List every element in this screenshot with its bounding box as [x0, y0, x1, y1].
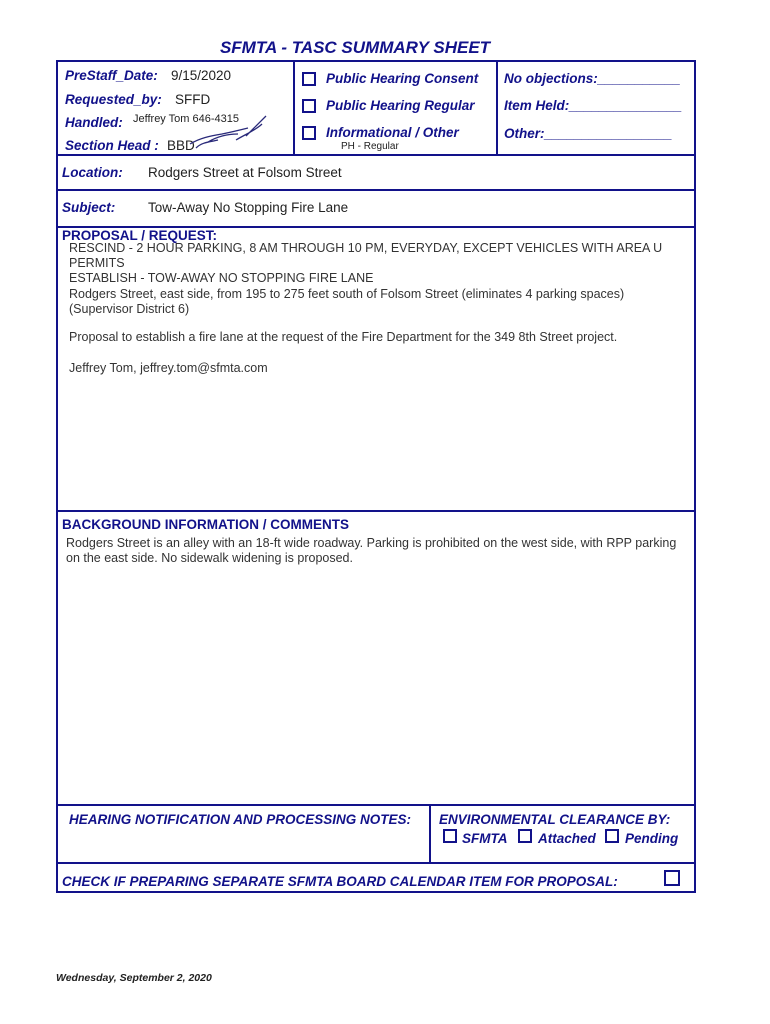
proposal-line: Rodgers Street, east side, from 195 to 275 feet south of Folsom Street (eliminates 4 parking spaces) — [69, 287, 625, 301]
divider — [56, 154, 696, 156]
background-text: Rodgers Street is an alley with an 18-ft wide roadway. Parking is prohibited on the west side, with RPP parking — [66, 536, 677, 550]
env-sfmta-label: SFMTA — [462, 831, 508, 846]
proposal-line: PERMITS — [69, 256, 125, 270]
consent-checkbox[interactable] — [302, 72, 316, 86]
subject-value: Tow-Away No Stopping Fire Lane — [148, 200, 349, 215]
subject-label: Subject: — [62, 200, 116, 215]
informational-label: Informational / Other — [326, 125, 459, 140]
informational-checkbox[interactable] — [302, 126, 316, 140]
env-attached-label: Attached — [538, 831, 596, 846]
hearing-notes-label: HEARING NOTIFICATION AND PROCESSING NOTES: — [69, 812, 412, 827]
proposal-line: ESTABLISH - TOW-AWAY NO STOPPING FIRE LANE — [69, 271, 374, 285]
location-label: Location: — [62, 165, 123, 180]
proposal-heading: PROPOSAL / REQUEST: — [62, 228, 218, 243]
prestaff-date-label: PreStaff_Date: — [65, 68, 158, 83]
consent-label: Public Hearing Consent — [326, 71, 479, 86]
proposal-line: RESCIND - 2 HOUR PARKING, 8 AM THROUGH 10 PM, EVERYDAY, EXCEPT VEHICLES WITH AREA U — [69, 241, 663, 255]
handled-value: Jeffrey Tom 646-4315 — [133, 113, 239, 125]
proposal-line: (Supervisor District 6) — [69, 302, 190, 316]
hearing-note: PH - Regular — [341, 141, 399, 152]
handled-label: Handled: — [65, 115, 123, 130]
requested-by-label: Requested_by: — [65, 92, 162, 107]
item-held-field: Item Held:_______________ — [504, 98, 682, 113]
divider — [293, 60, 295, 155]
signature-scribble — [188, 112, 270, 152]
location-value: Rodgers Street at Folsom Street — [148, 165, 342, 180]
divider — [429, 804, 431, 863]
page-title: SFMTA - TASC SUMMARY SHEET — [219, 38, 491, 57]
footer-date: Wednesday, September 2, 2020 — [56, 972, 212, 984]
calendar-check-label: CHECK IF PREPARING SEPARATE SFMTA BOARD CALENDAR ITEM FOR PROPOSAL: — [62, 874, 618, 889]
env-pending-label: Pending — [625, 831, 679, 846]
prestaff-date-value: 9/15/2020 — [171, 68, 232, 83]
background-heading: BACKGROUND INFORMATION / COMMENTS — [62, 517, 349, 532]
env-clearance-label: ENVIRONMENTAL CLEARANCE BY: — [439, 812, 671, 827]
proposal-contact: Jeffrey Tom, jeffrey.tom@sfmta.com — [69, 361, 268, 375]
divider — [56, 862, 696, 864]
background-text: on the east side. No sidewalk widening is proposed. — [66, 551, 353, 565]
regular-label: Public Hearing Regular — [326, 98, 475, 113]
calendar-check-checkbox[interactable] — [664, 870, 680, 886]
regular-checkbox[interactable] — [302, 99, 316, 113]
no-objections-field: No objections:___________ — [504, 71, 681, 86]
divider — [56, 510, 696, 512]
env-attached-checkbox[interactable] — [518, 829, 532, 843]
env-sfmta-checkbox[interactable] — [443, 829, 457, 843]
form-frame — [56, 60, 696, 893]
env-pending-checkbox[interactable] — [605, 829, 619, 843]
divider — [56, 804, 696, 806]
proposal-purpose: Proposal to establish a fire lane at the request of the Fire Department for the 349 8th Street project. — [69, 330, 618, 344]
requested-by-value: SFFD — [175, 92, 211, 107]
divider — [56, 189, 696, 191]
section-head-label: Section Head : — [65, 138, 159, 153]
section-head-value: BBD — [167, 138, 195, 153]
divider — [496, 60, 498, 155]
other-field: Other:_________________ — [504, 126, 673, 141]
